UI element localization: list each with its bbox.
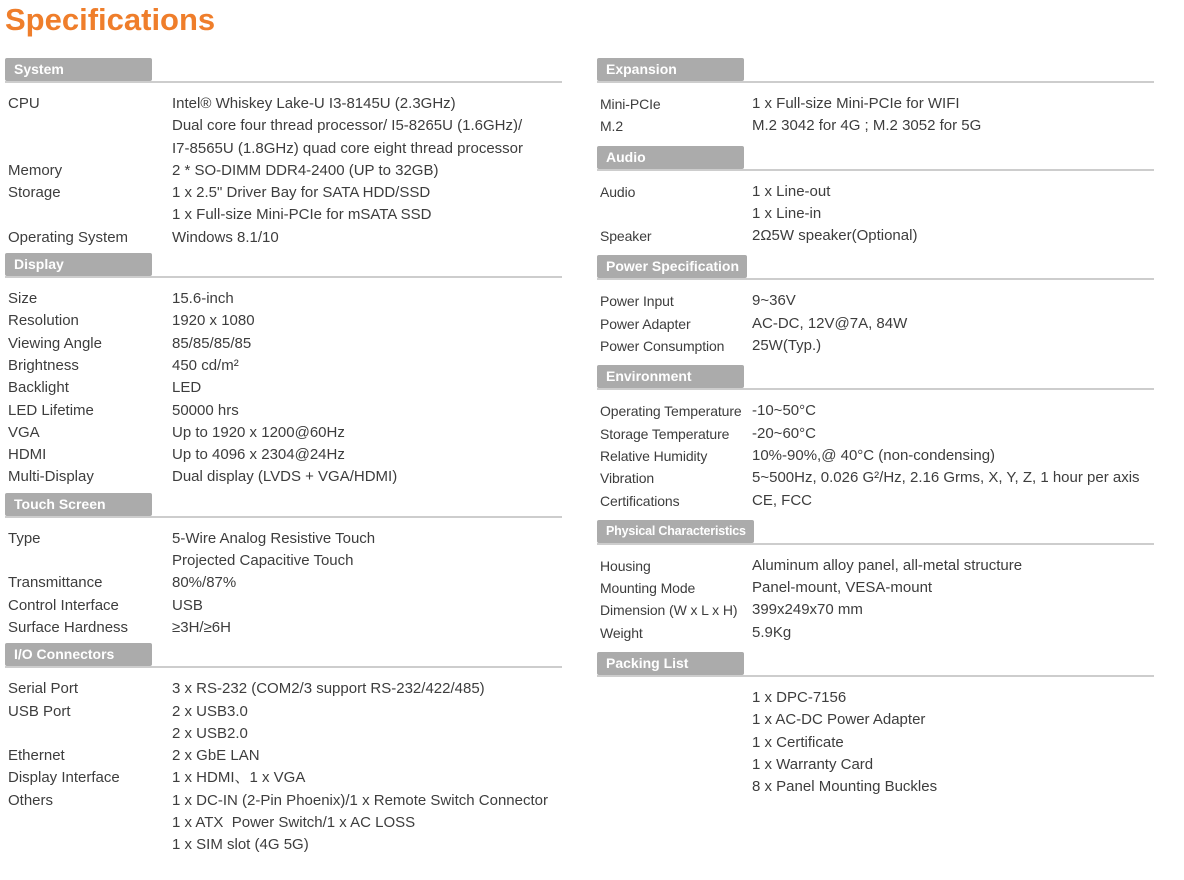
section-rows [5, 278, 562, 493]
spec-label [8, 834, 172, 856]
spec-label: Operating System [8, 228, 129, 246]
spec-row [600, 203, 1154, 225]
section-power-specification [597, 255, 1154, 361]
spec-row [8, 182, 562, 204]
section-rows [5, 518, 562, 643]
spec-value: 10%-90%,@ 40°C (non-condensing) [752, 446, 996, 464]
spec-row [600, 335, 1154, 357]
spec-value: 1 x SIM slot (4G 5G) [172, 836, 309, 854]
spec-label: Surface Hardness [8, 618, 129, 636]
spec-row [600, 181, 1154, 203]
spec-label: Certifications [600, 492, 680, 509]
spec-value: Dual display (LVDS + VGA/HDMI) [172, 468, 398, 486]
spec-label: CPU [8, 95, 40, 112]
spec-row [600, 754, 1154, 776]
spec-row [600, 776, 1154, 798]
spec-label: Relative Humidity [600, 447, 708, 464]
spec-label [8, 812, 172, 834]
left-column [5, 58, 562, 861]
spec-label [8, 138, 172, 160]
spec-row [8, 138, 562, 160]
spec-value: 2Ω5W speaker(Optional) [752, 227, 918, 245]
spec-row [600, 400, 1154, 422]
spec-value: 2 x USB2.0 [172, 724, 248, 742]
spec-label [8, 550, 172, 572]
spec-value: USB [172, 596, 203, 614]
section-rows [597, 83, 1154, 142]
spec-row [8, 767, 562, 789]
spec-value: 85/85/85/85 [172, 334, 252, 352]
section-header-physical-characteristics [597, 520, 1154, 545]
spec-value: 1920 x 1080 [172, 312, 255, 330]
spec-row [600, 225, 1154, 247]
spec-row [8, 93, 562, 115]
spec-row [600, 577, 1154, 599]
spec-value: 80%/87% [172, 574, 237, 592]
section-title: System [5, 58, 152, 81]
section-environment [597, 365, 1154, 515]
spec-value: Intel® Whiskey Lake-U I3-8145U (2.3GHz) [172, 95, 456, 112]
spec-row [8, 466, 562, 488]
spec-value: -10~50°C [752, 402, 816, 420]
spec-value: 1 x DPC-7156 [752, 689, 847, 707]
spec-row [600, 709, 1154, 731]
section-title: Audio [597, 146, 744, 169]
spec-value: Up to 4096 x 2304@24Hz [172, 446, 345, 464]
spec-label: Storage [8, 184, 61, 202]
section-header-display [5, 253, 562, 278]
section-title: Display [5, 253, 152, 276]
spec-label: Mounting Mode [600, 580, 696, 597]
section-header-environment [597, 365, 1154, 390]
spec-label: Viewing Angle [8, 334, 102, 352]
spec-value: 25W(Typ.) [752, 337, 822, 355]
section-header-i-o-connectors [5, 643, 562, 668]
spec-row [8, 160, 562, 182]
spec-row [8, 204, 562, 226]
spec-value: 1 x Line-out [752, 182, 831, 200]
spec-value: 8 x Panel Mounting Buckles [752, 778, 938, 796]
spec-label [600, 776, 752, 798]
spec-value: 1 x Certificate [752, 733, 844, 751]
spec-row [8, 333, 562, 355]
spec-value: 1 x HDMI、1 x VGA [172, 769, 306, 787]
section-header-power-specification [597, 255, 1154, 280]
section-title: Environment [597, 365, 744, 388]
spec-value: 9~36V [752, 292, 796, 310]
spec-value: -20~60°C [752, 424, 816, 442]
spec-value: 1 x AC-DC Power Adapter [752, 711, 926, 729]
section-expansion [597, 58, 1154, 142]
section-header-audio [597, 146, 1154, 171]
spec-row [8, 834, 562, 856]
spec-row [600, 115, 1154, 137]
spec-value: M.2 3042 for 4G ; M.2 3052 for 5G [752, 117, 982, 135]
spec-label [600, 203, 752, 225]
spec-row [8, 617, 562, 639]
spec-label: Type [8, 529, 41, 547]
section-title: Physical Characteristics [597, 520, 754, 543]
spec-row [8, 572, 562, 594]
spec-row [8, 227, 562, 249]
section-rows [597, 280, 1154, 361]
spec-value: 1 x Line-in [752, 204, 822, 222]
spec-row [600, 732, 1154, 754]
section-header-system [5, 58, 562, 83]
spec-label: Speaker [600, 228, 652, 245]
spec-row [8, 595, 562, 617]
spec-label: Housing [600, 557, 651, 574]
spec-label: Size [8, 290, 38, 308]
spec-value: 2 x USB3.0 [172, 702, 248, 720]
spec-row [600, 313, 1154, 335]
spec-row [8, 400, 562, 422]
spec-value: CE, FCC [752, 491, 812, 509]
spec-label: Audio [600, 183, 636, 200]
spec-row [600, 290, 1154, 312]
page-title: Specifications [5, 2, 216, 37]
spec-label: Transmittance [8, 574, 103, 592]
spec-row [600, 599, 1154, 621]
spec-label: Power Input [600, 293, 674, 310]
section-rows [597, 677, 1154, 802]
spec-value: 1 x Warranty Card [752, 755, 874, 773]
spec-row [600, 93, 1154, 115]
spec-row [8, 444, 562, 466]
spec-label: Memory [8, 161, 63, 179]
section-rows [597, 171, 1154, 252]
spec-label [600, 754, 752, 776]
spec-label: Control Interface [8, 596, 119, 614]
spec-label: Mini-PCIe [600, 96, 661, 112]
spec-label: Serial Port [8, 680, 79, 698]
spec-label: Dimension (W x L x H) [600, 602, 738, 619]
spec-row [600, 687, 1154, 709]
spec-value: Panel-mount, VESA-mount [752, 579, 933, 597]
spec-row [8, 377, 562, 399]
spec-label: HDMI [8, 446, 47, 464]
spec-label: Operating Temperature [600, 403, 742, 420]
spec-label [600, 732, 752, 754]
spec-row [8, 723, 562, 745]
spec-value: 1 x 2.5" Driver Bay for SATA HDD/SSD [172, 184, 431, 202]
section-rows [597, 390, 1154, 515]
spec-value: Dual core four thread processor/ I5-8265U (1.6GHz)/ [172, 117, 523, 135]
spec-label [600, 687, 752, 709]
spec-value: 450 cd/m² [172, 356, 239, 374]
spec-row [600, 445, 1154, 467]
spec-value: AC-DC, 12V@7A, 84W [752, 314, 908, 332]
spec-label: Ethernet [8, 747, 65, 765]
spec-label: Multi-Display [8, 468, 94, 486]
spec-row [8, 115, 562, 137]
spec-label: Storage Temperature [600, 425, 730, 442]
spec-row [600, 622, 1154, 644]
spec-value: 15.6-inch [172, 290, 234, 308]
spec-label: Brightness [8, 356, 79, 374]
spec-value: Projected Capacitive Touch [172, 552, 354, 570]
section-rows [5, 668, 562, 860]
spec-value: 3 x RS-232 (COM2/3 support RS-232/422/485) [172, 680, 485, 698]
spec-value: I7-8565U (1.8GHz) quad core eight thread processor [172, 139, 524, 157]
spec-label [8, 115, 172, 137]
spec-value: 1 x Full-size Mini-PCIe for WIFI [752, 95, 960, 112]
spec-columns [5, 58, 1184, 861]
spec-value: Up to 1920 x 1200@60Hz [172, 423, 345, 441]
section-title: Touch Screen [5, 493, 152, 516]
spec-value: 5-Wire Analog Resistive Touch [172, 529, 376, 547]
spec-label [600, 709, 752, 731]
section-title: Power Specification [597, 255, 747, 278]
spec-row [8, 355, 562, 377]
spec-label [8, 204, 172, 226]
section-touch-screen [5, 493, 562, 643]
spec-row [600, 555, 1154, 577]
spec-value: ≥3H/≥6H [172, 618, 231, 636]
spec-label: VGA [8, 423, 40, 441]
section-rows [5, 83, 562, 253]
spec-row [8, 422, 562, 444]
section-i-o-connectors [5, 643, 562, 860]
spec-label: Resolution [8, 312, 79, 330]
spec-label [8, 723, 172, 745]
section-audio [597, 146, 1154, 252]
spec-value: Windows 8.1/10 [172, 228, 279, 246]
section-title: Expansion [597, 58, 744, 81]
spec-label: Display Interface [8, 769, 120, 787]
section-packing-list [597, 652, 1154, 802]
spec-label: Power Consumption [600, 338, 725, 355]
right-column [597, 58, 1154, 807]
spec-label: Others [8, 791, 54, 809]
section-rows [597, 545, 1154, 648]
section-header-touch-screen [5, 493, 562, 518]
spec-value: 5.9Kg [752, 623, 792, 641]
section-physical-characteristics [597, 520, 1154, 648]
section-system [5, 58, 562, 253]
section-header-expansion [597, 58, 1154, 83]
spec-value: 1 x ATX Power Switch/1 x AC LOSS [172, 814, 416, 832]
spec-row [8, 790, 562, 812]
spec-label: LED Lifetime [8, 401, 94, 419]
spec-value: 1 x DC-IN (2-Pin Phoenix)/1 x Remote Switch Connector [172, 791, 548, 809]
spec-row [8, 528, 562, 550]
spec-value: 50000 hrs [172, 401, 239, 419]
spec-value: 5~500Hz, 0.026 G²/Hz, 2.16 Grms, X, Y, Z, 1 hour per axis [752, 469, 1140, 487]
spec-label: Weight [600, 624, 643, 641]
spec-label: Backlight [8, 379, 69, 397]
spec-row [8, 310, 562, 332]
spec-label: M.2 [600, 118, 624, 135]
section-display [5, 253, 562, 493]
spec-value: 399x249x70 mm [752, 601, 863, 619]
section-title: Packing List [597, 652, 744, 675]
spec-row [8, 288, 562, 310]
spec-row [600, 467, 1154, 489]
spec-value: LED [172, 379, 202, 397]
spec-label: Vibration [600, 470, 655, 487]
spec-row [8, 745, 562, 767]
spec-label: USB Port [8, 702, 71, 720]
section-title: I/O Connectors [5, 643, 152, 666]
spec-value: Aluminum alloy panel, all-metal structure [752, 556, 1023, 574]
spec-row [8, 812, 562, 834]
section-header-packing-list [597, 652, 1154, 677]
spec-row [600, 490, 1154, 512]
spec-label: Power Adapter [600, 315, 691, 332]
spec-row [8, 678, 562, 700]
spec-value: 2 x GbE LAN [172, 747, 260, 765]
spec-row [8, 701, 562, 723]
spec-value: 2 * SO-DIMM DDR4-2400 (UP to 32GB) [172, 161, 439, 179]
spec-row [8, 550, 562, 572]
spec-value: 1 x Full-size Mini-PCIe for mSATA SSD [172, 206, 432, 224]
spec-row [600, 423, 1154, 445]
